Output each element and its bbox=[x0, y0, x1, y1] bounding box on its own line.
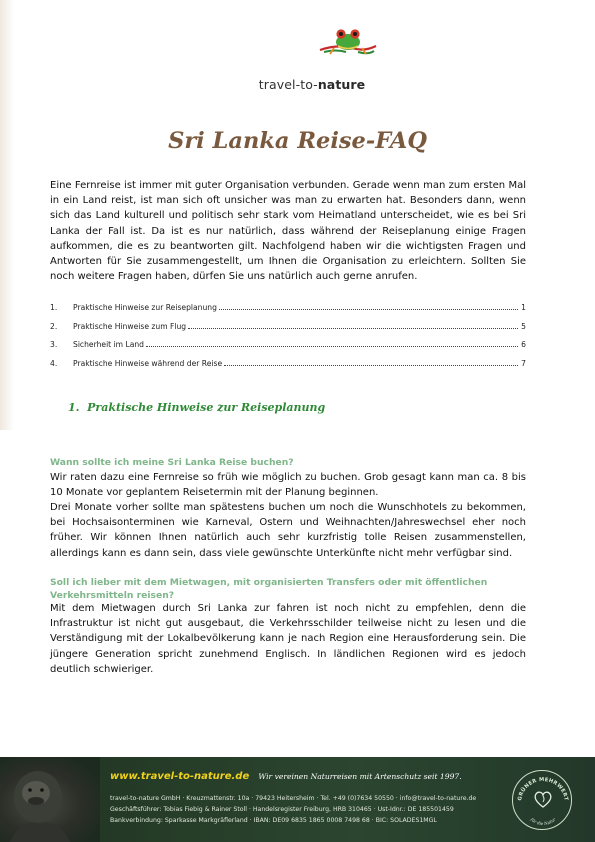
logo-text-strong: nature bbox=[317, 77, 366, 92]
faq-answer: Mit dem Mietwagen durch Sri Lanka zur fahren ist noch nicht zu empfehlen, denn die Infrastruktur ist nicht gut ausgebaut, die Verkehrsschilder teilweise nicht zu lesen und die Verständigung mit der Lokalbevölkerung kann je nach Region eine Herausforderung sein. Die jüngere Generation spricht zunehmend Englisch. In ländlichen Regionen wird es jedoch deutlich schwieriger. bbox=[50, 603, 526, 675]
toc-number: 3. bbox=[50, 340, 58, 350]
faq-question: Wann sollte ich meine Sri Lanka Reise buchen? bbox=[50, 457, 294, 468]
toc-page-number: 6 bbox=[521, 340, 526, 350]
toc-number: 4. bbox=[50, 359, 58, 369]
footer-contact-line: travel-to-nature GmbH · Kreuzmattenstr. 10a · 79423 Heitersheim · Tel. +49 (0)7634 50550 · info@travel-to-nature.de bbox=[110, 795, 477, 802]
toc-leader-dots bbox=[219, 309, 518, 310]
gorilla-silhouette-icon bbox=[0, 757, 100, 842]
toc-label: Praktische Hinweise während der Reise bbox=[73, 359, 223, 369]
faq-answer: Drei Monate vorher sollte man spätestens buchen um noch die Wunschhotels zu bekommen, bei Hochsaisonterminen wie Karneval, Ostern und Weihnachten/Jahreswechsel eher noch früher. Wir können Ihnen natürlich auch sehr kurzfristig tolle Reisen zusammenstellen, allerdings kann es dann sein, dass viele gewünschte Unterkünfte nicht mehr verfügbar sind. bbox=[50, 502, 526, 559]
footer-slogan: Wir vereinen Naturreisen mit Artenschutz seit 1997. bbox=[258, 772, 462, 781]
toc-entry[interactable] bbox=[50, 349, 526, 368]
page-footer bbox=[0, 757, 595, 842]
footer-headline bbox=[110, 771, 462, 782]
faq-question: Soll ich lieber mit dem Mietwagen, mit organisierten Transfers oder mit öffentlichen Verkehrsmitteln reisen? bbox=[50, 577, 488, 601]
toc-entry[interactable] bbox=[50, 293, 526, 312]
table-of-contents bbox=[50, 293, 526, 368]
gorilla-photo bbox=[0, 757, 100, 842]
toc-number: 2. bbox=[50, 321, 58, 331]
toc-leader-dots bbox=[146, 346, 518, 347]
page-title: Sri Lanka Reise-FAQ bbox=[168, 128, 427, 154]
heart-leaf-icon bbox=[532, 788, 554, 810]
toc-number: 1. bbox=[50, 302, 58, 312]
gruener-mehrwert-badge bbox=[512, 770, 572, 830]
toc-entry[interactable] bbox=[50, 312, 526, 331]
toc-page-number: 1 bbox=[521, 302, 526, 312]
toc-label: Praktische Hinweise zur Reiseplanung bbox=[73, 302, 217, 312]
toc-leader-dots bbox=[224, 365, 518, 366]
logo-wordmark bbox=[232, 77, 392, 92]
toc-entry[interactable] bbox=[50, 331, 526, 350]
toc-label: Sicherheit im Land bbox=[73, 340, 145, 350]
footer-website-link[interactable]: www.travel-to-nature.de bbox=[110, 771, 250, 782]
faq-answer: Wir raten dazu eine Fernreise so früh wie möglich zu buchen. Grob gesagt kann man ca. 8 bis 10 Monate vor geplantem Reisetermin mit der Planung beginnen. bbox=[50, 472, 526, 499]
section-heading: 1. Praktische Hinweise zur Reiseplanung bbox=[68, 401, 326, 414]
toc-page-number: 7 bbox=[521, 359, 526, 369]
badge-subtitle: für die Natur bbox=[529, 816, 557, 827]
footer-company-line: Geschäftsführer: Tobias Fiebig & Rainer Stoll · Handelsregister Freiburg, HRB 310465 · Ust-Idnr.: DE 185501459 bbox=[110, 806, 454, 813]
toc-label: Praktische Hinweise zum Flug bbox=[73, 321, 187, 331]
badge-title: GRÜNER MEHRWERT bbox=[517, 776, 569, 802]
svg-text:für die Natur bbox=[529, 816, 557, 826]
frog-logo-icon bbox=[318, 22, 378, 64]
intro-paragraph: Eine Fernreise ist immer mit guter Organisation verbunden. Gerade wenn man zum ersten Mal in ein Land reist, ist man sich oft unsicher was man zu erwarten hat. Besonders dann, wenn sich das Land kulturell und politisch sehr stark vom Heimatland unterscheidet, wie es bei Sri Lanka der Fall ist. Da ist es nur natürlich, dass während der Reiseplanung einige Fragen aufkommen, die es zu beantworten gilt. Nachfolgend haben wir die wichtigsten Fragen und Antworten für Sie zusammengestellt, um Ihnen die Organisation zu erleichtern. Sollten Sie noch weitere Fragen haben, dürfen Sie uns natürlich auch gerne anrufen. bbox=[50, 180, 526, 283]
logo-text-prefix: travel-to- bbox=[258, 77, 318, 92]
footer-bank-line: Bankverbindung: Sparkasse Markgräflerland · IBAN: DE09 6835 1865 0008 7498 68 · BIC: SOLADES1MGL bbox=[110, 817, 437, 824]
toc-page-number: 5 bbox=[521, 321, 526, 331]
brand-logo bbox=[0, 22, 595, 92]
toc-leader-dots bbox=[188, 328, 518, 329]
